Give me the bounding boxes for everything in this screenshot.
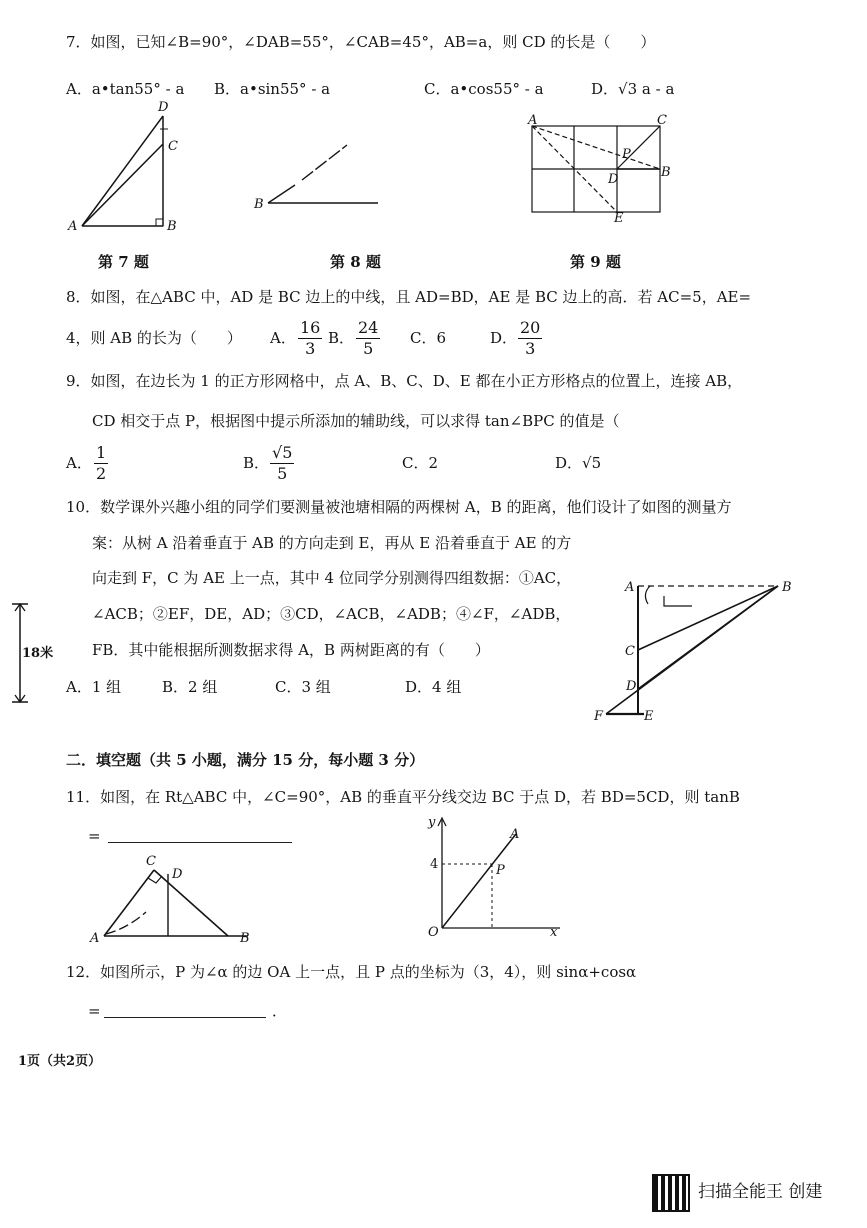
fig10-label-d: D <box>626 679 637 694</box>
q7-stem: 7．如图，已知∠B=90°，∠DAB=55°，∠CAB=45°，AB=a，则 CD 的长是（ ） <box>66 33 656 51</box>
q11-line1: 11．如图，在 Rt△ABC 中，∠C=90°，AB 的垂直平分线交边 BC 于点 D，若 BD=5CD，则 tanB <box>66 788 740 806</box>
q9-frac-a-den: 2 <box>96 464 107 483</box>
q12-equals: = <box>88 1002 101 1020</box>
figure-10 <box>592 572 802 724</box>
fig7-label-b: B <box>167 219 177 234</box>
q9-frac-b-den: 5 <box>277 464 288 483</box>
fig10-label-f: F <box>594 709 604 724</box>
figure-9 <box>524 112 674 224</box>
q10-line2: 案：从树 A 沿着垂直于 AB 的方向走到 E，再从 E 沿着垂直于 AE 的方 <box>92 534 572 552</box>
fig10-label-c: C <box>625 644 635 659</box>
fig7-caption: 第 7 题 <box>98 253 149 271</box>
q9-option-b-label: B． <box>243 454 270 472</box>
q8-option-d-fraction <box>518 320 542 357</box>
q11-answer-blank[interactable] <box>108 842 292 843</box>
q8-frac-b-den: 5 <box>363 339 374 358</box>
q8-frac-d-den: 3 <box>525 339 536 358</box>
q8-frac-b-num: 24 <box>358 318 379 337</box>
fig10-label-e: E <box>644 709 654 724</box>
q8-frac-d-num: 20 <box>520 318 541 337</box>
q8-option-a-label: A． <box>270 329 296 347</box>
fig9-label-a: A <box>528 113 538 128</box>
fig11-label-d: D <box>172 867 183 882</box>
q9-option-a-fraction <box>94 445 108 482</box>
q9-option-a-label: A． <box>66 454 92 472</box>
fig12-label-p: P <box>496 863 505 878</box>
q12-end-punct: ． <box>272 1002 288 1020</box>
q12-line1: 12．如图所示，P 为∠α 的边 OA 上一点，且 P 点的坐标为（3，4），则 sinα+cosα <box>66 963 637 981</box>
q8-frac-a-den: 3 <box>305 339 316 358</box>
fig12-label-a: A <box>510 827 520 842</box>
q9-line1: 9．如图，在边长为 1 的正方形网格中，点 A、B、C、D、E 都在小正方形格点的位置上，连接 AB， <box>66 372 743 390</box>
q9-option-d: D．√5 <box>555 454 602 472</box>
q7-option-b: B．a•sin55° - a <box>214 80 331 98</box>
fig8-caption: 第 8 题 <box>330 253 381 271</box>
fig9-label-p: P <box>622 147 631 162</box>
q10-option-c: C．3 组 <box>275 678 331 696</box>
q8-option-b-label: B． <box>328 329 355 347</box>
figure-11 <box>88 852 258 946</box>
q9-option-c: C．2 <box>402 454 439 472</box>
fig7-label-c: C <box>168 139 178 154</box>
scanner-watermark: 扫描全能王 创建 <box>698 1182 823 1202</box>
fig10-label-a: A <box>625 580 635 595</box>
q8-option-b-fraction <box>356 320 380 357</box>
q10-line4: ∠ACB；②EF，DE，AD；③CD，∠ACB，∠ADB；④∠F，∠ADB， <box>92 605 571 623</box>
q10-line5: FB．其中能根据所测数据求得 A，B 两树距离的有（ ） <box>92 641 490 659</box>
q8-line1: 8．如图，在△ABC 中，AD 是 BC 边上的中线，且 AD=BD，AE 是 BC 边上的高．若 AC=5，AE= <box>66 288 752 306</box>
section-2-title: 二．填空题（共 5 小题，满分 15 分，每小题 3 分） <box>66 751 425 769</box>
q10-option-b: B．2 组 <box>162 678 218 696</box>
q8-frac-a-num: 16 <box>300 318 321 337</box>
margin-height-label: 18米 <box>22 646 54 661</box>
q10-option-d: D．4 组 <box>405 678 462 696</box>
fig11-label-c: C <box>146 854 156 869</box>
page-number: 1页（共2页） <box>18 1054 102 1069</box>
fig12-label-4: 4 <box>430 857 439 872</box>
fig9-label-b: B <box>661 165 671 180</box>
fig12-label-y: y <box>428 815 436 830</box>
fig11-label-a: A <box>90 931 100 946</box>
q9-frac-a-num: 1 <box>96 443 107 462</box>
q8-option-d-label: D． <box>490 329 518 347</box>
fig7-label-d: D <box>158 100 169 115</box>
fig9-label-e: E <box>614 211 624 226</box>
figure-7 <box>60 98 190 238</box>
fig12-label-x: x <box>550 925 558 940</box>
q8-option-c: C．6 <box>410 329 447 347</box>
fig11-label-b: B <box>240 931 250 946</box>
q7-option-d: D．√3 a - a <box>591 80 675 98</box>
q9-option-b-fraction <box>270 445 294 482</box>
q10-option-a: A．1 组 <box>66 678 122 696</box>
fig7-label-a: A <box>68 219 78 234</box>
figure-12 <box>420 812 570 940</box>
q7-option-a: A．a•tan55° - a <box>66 80 185 98</box>
q8-option-a-fraction <box>298 320 322 357</box>
q9-line2: CD 相交于点 P，根据图中提示所添加的辅助线，可以求得 tan∠BPC 的值是（ <box>92 412 620 430</box>
q12-answer-blank[interactable] <box>104 1017 266 1018</box>
q9-frac-b-num: √5 <box>272 443 293 462</box>
q10-line1: 10．数学课外兴趣小组的同学们要测量被池塘相隔的两棵树 A，B 的距离，他们设计了如图的测量方 <box>66 498 732 516</box>
fig9-label-c: C <box>657 113 667 128</box>
fig12-label-o: O <box>428 925 439 940</box>
figure-8 <box>250 135 380 215</box>
fig10-label-b: B <box>782 580 792 595</box>
q7-option-c: C．a•cos55° - a <box>424 80 544 98</box>
q10-line3: 向走到 F，C 为 AE 上一点，其中 4 位同学分别测得四组数据：①AC， <box>92 569 572 587</box>
q11-equals: = <box>88 827 101 845</box>
fig9-caption: 第 9 题 <box>570 253 621 271</box>
q8-line2: 4，则 AB 的长为（ ） <box>66 329 242 347</box>
qr-code-icon <box>652 1174 690 1212</box>
fig8-label-b: B <box>254 197 264 212</box>
fig9-label-d: D <box>608 172 619 187</box>
